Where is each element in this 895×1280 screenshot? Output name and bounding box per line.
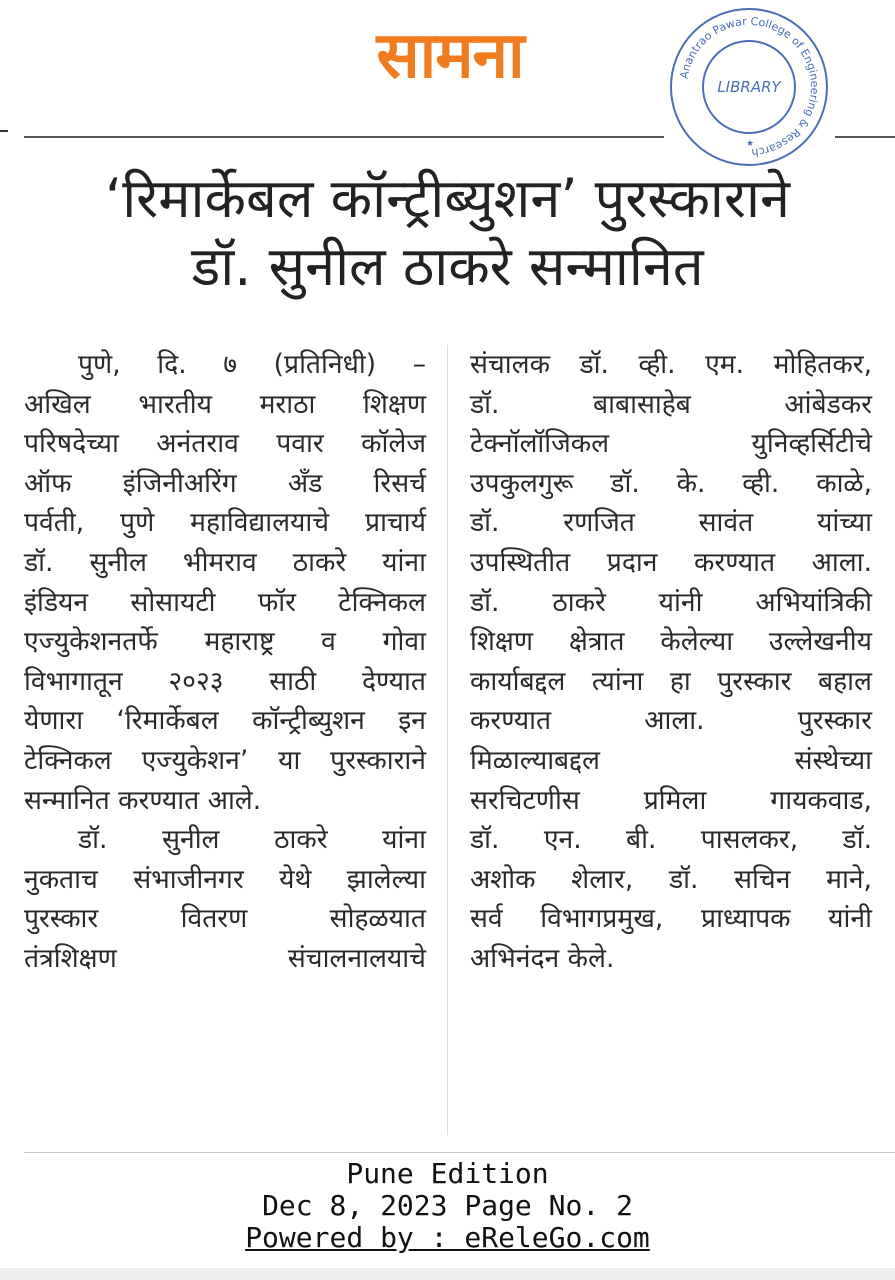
article-text-line: इंडियन सोसायटी फॉर टेक्निकल	[24, 586, 426, 618]
article-text-line: डॉ. रणजित सावंत यांच्या	[470, 507, 872, 539]
headline-line-2: डॉ. सुनील ठाकरे सन्मानित	[191, 235, 704, 298]
article-text-line: विभागातून २०२३ साठी देण्यात	[24, 665, 426, 697]
article-text-line: कार्याबद्दल त्यांना हा पुरस्कार बहाल	[470, 665, 872, 697]
margin-mark	[0, 130, 8, 132]
article-text-line: अखिल भारतीय मराठा शिक्षण	[24, 388, 426, 420]
powered-by-link[interactable]: Powered by : eReleGo.com	[245, 1221, 650, 1254]
newspaper-logo: सामना	[376, 19, 524, 93]
footer-rule	[24, 1152, 895, 1153]
article-text-line: डॉ. सुनील भीमराव ठाकरे यांना	[24, 546, 426, 578]
article-text-line: अशोक शेलार, डॉ. सचिन माने,	[470, 863, 872, 895]
article-text-line: मिळाल्याबद्दल संस्थेच्या	[470, 744, 872, 776]
article-text-line: तंत्रशिक्षण संचालनालयाचे	[24, 942, 426, 974]
edition-date-page: Dec 8, 2023 Page No. 2	[262, 1189, 633, 1222]
article-headline	[20, 165, 875, 301]
headline-line-1: ‘रिमार्केबल कॉन्ट्रीब्युशन’ पुरस्काराने	[105, 167, 790, 230]
article-text-line: डॉ. सुनील ठाकरे यांना	[78, 824, 426, 856]
article-text-line: डॉ. एन. बी. पासलकर, डॉ.	[470, 824, 872, 856]
edition-name: Pune Edition	[346, 1157, 549, 1190]
article-column-left	[24, 345, 426, 979]
edition-footer	[0, 1158, 895, 1254]
article-text-line: करण्यात आला. पुरस्कार	[470, 705, 872, 737]
article-text-line: डॉ. बाबासाहेब आंबेडकर	[470, 388, 872, 420]
article-column-right	[470, 345, 872, 979]
article-text-line: सन्मानित करण्यात आले.	[24, 784, 262, 816]
masthead-rule-right	[835, 136, 895, 138]
bottom-band	[0, 1268, 895, 1280]
article-text-line: येणारा ‘रिमार्केबल कॉन्ट्रीब्युशन इन	[24, 705, 426, 737]
article-text-line: उपस्थितीत प्रदान करण्यात आला.	[470, 546, 872, 578]
article-text-line: संचालक डॉ. व्ही. एम. मोहितकर,	[470, 349, 872, 380]
article-text-line: शिक्षण क्षेत्रात केलेल्या उल्लेखनीय	[470, 626, 872, 658]
stamp-center-text: LIBRARY	[717, 78, 781, 96]
article-text-line: टेक्नॉलॉजिकल युनिव्हर्सिटीचे	[470, 428, 872, 460]
article-text-line: परिषदेच्या अनंतराव पवार कॉलेज	[24, 428, 426, 460]
star-icon: ★	[745, 139, 755, 149]
article-text-line: पुरस्कार वितरण सोहळयात	[24, 903, 426, 935]
library-stamp	[668, 6, 830, 168]
article-text-line: अभिनंदन केले.	[470, 942, 615, 974]
stamp-ring-text: Anantrao Pawar College of Engineering & Research	[677, 14, 822, 160]
article-text-line: उपकुलगुरू डॉ. के. व्ही. काळे,	[470, 467, 872, 499]
article-text-line: नुकताच संभाजीनगर येथे झालेल्या	[24, 863, 426, 895]
article-text-line: एज्युकेशनतर्फे महाराष्ट्र व गोवा	[24, 626, 426, 658]
article-text-line: पर्वती, पुणे महाविद्यालयाचे प्राचार्य	[24, 507, 426, 539]
column-divider	[447, 345, 448, 1135]
article-text-line: सर्व विभागप्रमुख, प्राध्यापक यांनी	[470, 903, 872, 935]
article-text-line: सरचिटणीस प्रमिला गायकवाड,	[470, 784, 872, 816]
masthead-rule	[24, 136, 664, 138]
article-text-line: डॉ. ठाकरे यांनी अभियांत्रिकी	[470, 586, 872, 618]
article-text-line: टेक्निकल एज्युकेशन’ या पुरस्काराने	[24, 744, 426, 776]
article-text-line: ऑफ इंजिनीअरिंग अँड रिसर्च	[24, 467, 426, 499]
article-text-line: पुणे, दि. ७ (प्रतिनिधी) –	[78, 349, 426, 380]
